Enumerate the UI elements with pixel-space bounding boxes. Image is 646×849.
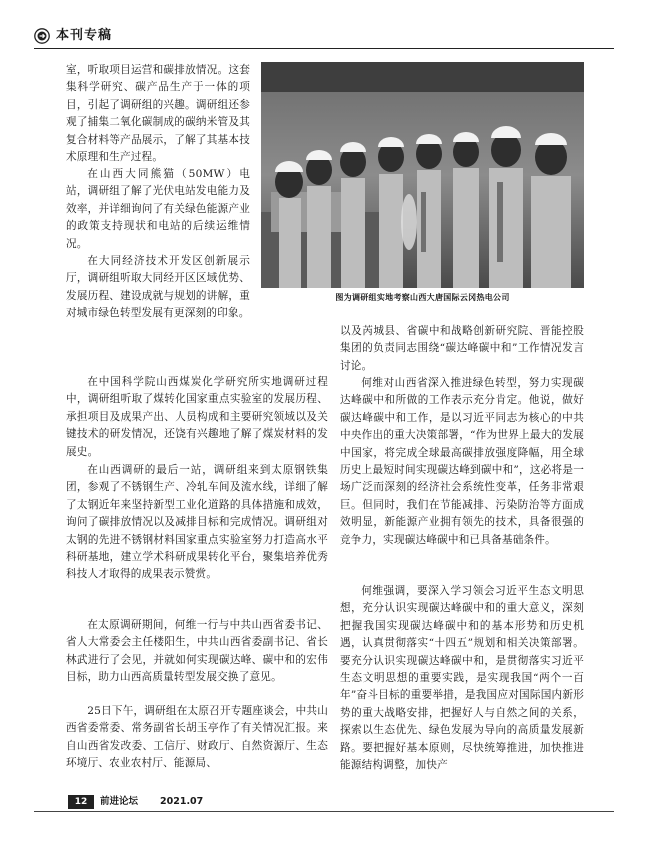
paragraph-devzone-part1 <box>66 253 250 305</box>
page-header <box>34 28 614 46</box>
photo-research-group-visit <box>261 62 584 288</box>
devzone-text-continued: 对城市绿色转型发展有更深刻的印象。 <box>66 307 250 320</box>
journal-name: 前进论坛 <box>100 796 139 807</box>
section-logo-icon <box>34 28 50 44</box>
section-title: 本刊专稿 <box>56 28 113 43</box>
paragraph-project-visit: 室，听取项目运营和碳排放情况。这套集科学研究、碳产品生产于一体的项目，引起了调研组的兴趣。调研组还参观了捕集二氧化碳制成的碳纳米管及其复合材料等产品展示，了解了其基本技术原理和生产过程。 <box>66 64 250 164</box>
photo-caption: 图为调研组实地考察山西大唐国际云冈热电公司 <box>335 292 510 302</box>
footer-rule <box>34 811 614 812</box>
paragraph-symposium: 25日下午，调研组在太原召开专题座谈会，中共山西省委常委、常务副省长胡玉亭作了有关情况汇报。来自山西省发改委、工信厅、财政厅、自然资源厅、生态环境厅、农业农村厅、能源局、 <box>66 705 328 770</box>
issue-date: 2021.07 <box>160 796 204 807</box>
paragraph-panda-station: 在山西大同熊猫（50MW）电站，调研组了解了光伏电站发电能力及效率，并详细询问了有关绿色能源产业的政策支持现状和电站的后续运维情况。 <box>66 168 250 250</box>
paragraph-taiyuan-steel: 在山西调研的最后一站，调研组来到太原钢铁集团，参观了不锈钢生产、冷轧车间及流水线，详细了解了太钢近年来坚持新型工业化道路的具体措施和成效，询问了碳排放情况以及减排目标和完成情况。调研组对太钢的先进不锈钢材料国家重点实验室努力打造高水平科研基地，建立学术科研成果转化平台，聚集培养优秀科技人才取得的成果表示赞赏。 <box>66 464 328 581</box>
paragraph-affirmation: 何维对山西省深入推进绿色转型，努力实现碳达峰碳中和所做的工作表示充分肯定。他说，做好碳达峰碳中和工作，是以习近平同志为核心的中共中央作出的重大决策部署，“作为世界上最大的发展中国家，将完成全球最高碳排放强度降幅，用全球历史上最短时间实现碳达峰到碳中和”，这必将是一场广泛而深刻的经济社会系统性变革，任务非常艰巨。但同时，我们在节能减排、污染防治等方面成效明显，新能源产业拥有领先的技术，具备很强的竞争力，实现碳达峰碳中和已具备基础条件。 <box>340 377 584 546</box>
page-number: 12 <box>68 795 94 809</box>
paragraph-emphasis: 何维强调，要深入学习领会习近平生态文明思想，充分认识实现碳达峰碳中和的重大意义，深刻把握我国实现碳达峰碳中和的基本形势和历史机遇，认真贯彻落实“十四五”规划和相关决策部署。要充分认识实现碳达峰碳中和，是贯彻落实习近平生态文明思想的重要实践，是实现我国“两个一百年”奋斗目标的重要举措，是我国应对国际国内新形势的重大战略安排，把握好人与自然之间的关系，探索以生态优先、绿色发展为导向的高质量发展新路。要把握好基本原则，尽快统筹推进，加快推进能源结构调整，加快产 <box>340 585 584 772</box>
page-footer <box>34 795 614 811</box>
paragraph-coal-institute: 在中国科学院山西煤炭化学研究所实地调研过程中，调研组听取了煤转化国家重点实验室的发展历程、承担项目及成果产出、人员构成和主要研究领域以及关键技术的研发情况，还饶有兴趣地了解了煤炭材料的发展史。 <box>66 376 328 458</box>
devzone-text: 在大同经济技术开发区创新展示厅，调研组听取大同经开区区域优势、发展历程、建设成就与规划的讲解，重 <box>66 255 250 302</box>
paragraph-meeting: 在太原调研期间，何维一行与中共山西省委书记、省人大常委会主任楼阳生，中共山西省委副书记、省长林武进行了会见，并就如何实现碳达峰、碳中和的宏伟目标，助力山西高质量转型发展交换了意见。 <box>66 619 328 684</box>
paragraph-devzone-part2 <box>66 305 328 357</box>
paragraph-discussion: 以及芮城县、省碳中和战略创新研究院、晋能控股集团的负责同志围绕“碳达峰碳中和”工作情况发言讨论。 <box>340 325 584 372</box>
header-rule <box>34 48 614 49</box>
